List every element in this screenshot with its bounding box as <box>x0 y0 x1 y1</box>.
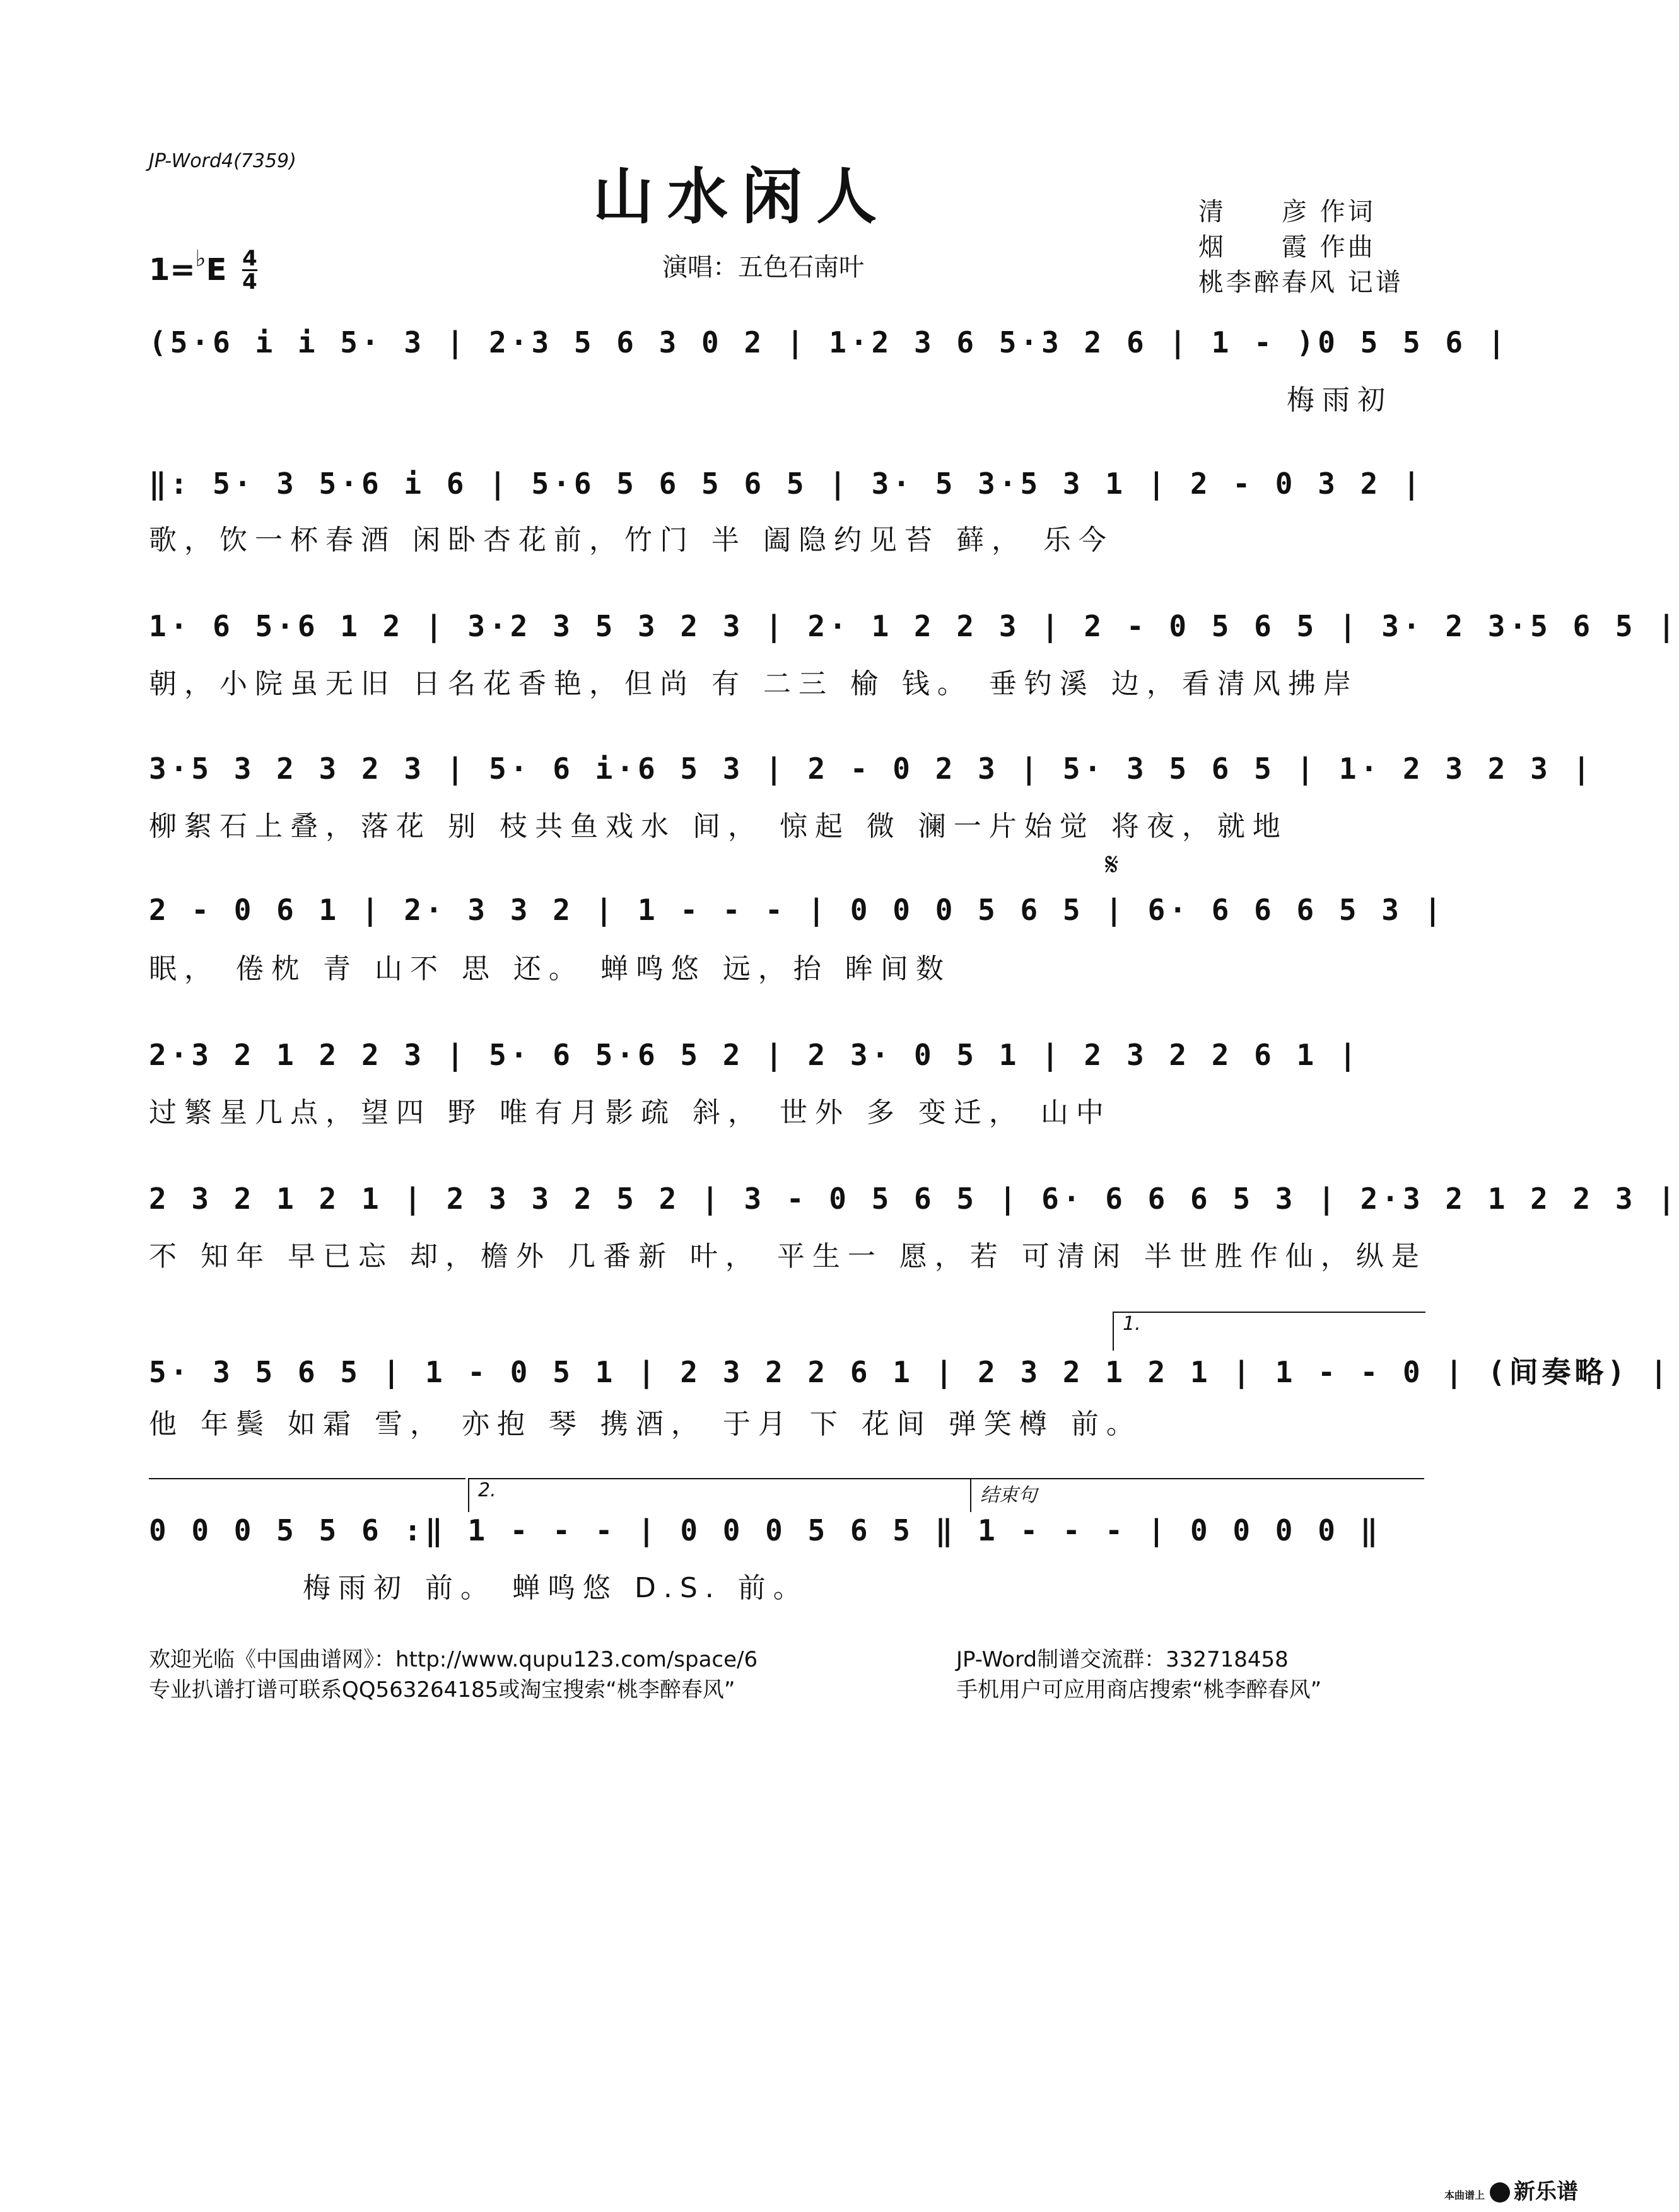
footer-contact: 专业扒谱打谱可联系QQ563264185或淘宝搜索“桃李醉春风” <box>149 1677 735 1703</box>
segno-symbol: 𝄋 <box>1105 846 1119 883</box>
footer-website: 欢迎光临《中国曲谱网》：http://www.qupu123.com/space/6 <box>149 1647 758 1672</box>
software-label: JP-Word4(7359) <box>149 150 296 172</box>
time-signature-top: 4 <box>242 246 257 271</box>
footer-app: 手机用户可应用商店搜索“桃李醉春风” <box>956 1677 1322 1703</box>
time-signature-bottom: 4 <box>242 269 257 294</box>
ending-bracket <box>970 1478 1424 1512</box>
score-line-2-notes: ‖: 5· 3 5·6 i 6 | 5·6 5 6 5 6 5 | 3· 5 3·5 3 1 | 2 - 0 3 2 | <box>149 467 1424 501</box>
key-signature <box>149 246 257 293</box>
brand-icon <box>1490 2182 1510 2203</box>
score-line-6-lyrics: 过繁星几点，望四 野 唯有月影疏 斜， 世外 多 变迁， 山中 <box>149 1097 1111 1129</box>
page-title: 山水闲人 <box>593 161 891 232</box>
brand-logo <box>1444 2174 1578 2205</box>
time-signature <box>242 248 257 293</box>
score-line-6-notes: 2·3 2 1 2 2 3 | 5· 6 5·6 5 2 | 2 3· 0 5 1 | 2 3 2 2 6 1 | <box>149 1038 1360 1072</box>
score-line-7-lyrics: 不 知年 早已忘 却，檐外 几番新 叶， 平生一 愿，若 可清闲 半世胜作仙，纵是 <box>149 1240 1427 1272</box>
score-line-9-notes: 0 0 0 5 5 6 :‖ 1 - - - | 0 0 0 5 6 5 ‖ 1 - - - | 0 0 0 0 ‖ <box>149 1513 1382 1547</box>
lyricist-credit: 清 彦 作词 <box>1198 197 1376 226</box>
ending-label: 结束句 <box>980 1484 1037 1506</box>
score-line-4-notes: 3·5 3 2 3 2 3 | 5· 6 i·6 5 3 | 2 - 0 2 3 | 5· 3 5 6 5 | 1· 2 3 2 3 | <box>149 752 1594 786</box>
score-line-4-lyrics: 柳絮石上叠，落花 别 枝共鱼戏水 间， 惊起 微 澜一片始觉 将夜，就地 <box>149 810 1288 842</box>
brand-text: 新乐谱 <box>1514 2179 1579 2204</box>
key-prefix: 1= <box>149 252 196 288</box>
composer-credit: 烟 霞 作曲 <box>1198 233 1376 262</box>
key-note: E <box>206 252 227 288</box>
score-line-1-notes: (5·6 i i 5· 3 | 2·3 5 6 3 0 2 | 1·2 3 6 5·3 2 6 | 1 - )0 5 5 6 | <box>149 325 1509 359</box>
transcriber-credit: 桃李醉春风 记谱 <box>1198 268 1403 297</box>
score-line-3-lyrics: 朝，小院虽无旧 日名花香艳，但尚 有 二三 榆 钱。 垂钓溪 边，看清风拂岸 <box>149 668 1359 700</box>
footer-group: JP-Word制谱交流群：332718458 <box>956 1647 1289 1672</box>
score-line-5-notes: 2 - 0 6 1 | 2· 3 3 2 | 1 - - - | 0 0 0 5 6 5 | 6· 6 6 6 5 3 | <box>149 893 1446 927</box>
volta-bracket-2 <box>468 1478 970 1512</box>
volta-1-label: 1. <box>1123 1313 1141 1335</box>
score-line-5-lyrics: 眠， 倦枕 青 山不 思 还。 蝉鸣悠 远，抬 眸间数 <box>149 953 951 985</box>
brand-small-text: 本曲谱上 <box>1444 2189 1485 2201</box>
score-line-8-notes: 5· 3 5 6 5 | 1 - 0 5 1 | 2 3 2 2 6 1 | 2 3 2 1 2 1 | 1 - - 0 | (间奏略) | <box>149 1355 1671 1389</box>
score-line-1-lyrics: 梅雨初 <box>1287 384 1393 416</box>
score-line-7-notes: 2 3 2 1 2 1 | 2 3 3 2 5 2 | 3 - 0 5 6 5 | 6· 6 6 6 5 3 | 2·3 2 1 2 2 3 | <box>149 1182 1679 1216</box>
score-line-2-lyrics: 歌，饮一杯春酒 闲卧杏花前，竹门 半 阖隐约见苔 藓， 乐今 <box>149 524 1114 556</box>
score-line-8-lyrics: 他 年鬓 如霜 雪， 亦抱 琴 携酒， 于月 下 花间 弹笑樽 前。 <box>149 1408 1142 1440</box>
flat-symbol: ♭ <box>195 246 206 272</box>
volta-bracket-continue <box>149 1478 465 1498</box>
singer-credit: 演唱：五色石南叶 <box>662 253 864 282</box>
volta-2-label: 2. <box>478 1479 496 1501</box>
score-line-3-notes: 1· 6 5·6 1 2 | 3·2 3 5 3 2 3 | 2· 1 2 2 3 | 2 - 0 5 6 5 | 3· 2 3·5 6 5 | <box>149 609 1679 643</box>
volta-bracket-1 <box>1113 1312 1425 1351</box>
score-line-9-lyrics: 梅雨初 前。 蝉鸣悠 D.S. 前。 <box>303 1572 809 1604</box>
